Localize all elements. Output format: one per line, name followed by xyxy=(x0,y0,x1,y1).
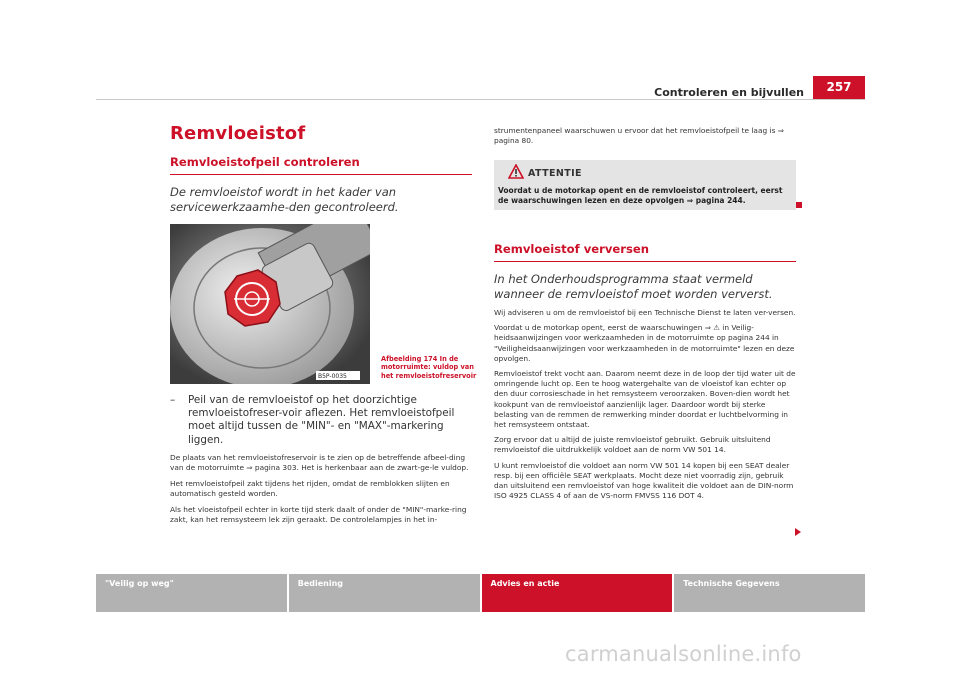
brake-fluid-cap-illustration xyxy=(170,224,370,384)
continue-arrow-icon xyxy=(795,528,801,536)
paragraph: U kunt remvloeistof die voldoet aan norm VW 501 14 kopen bij een SEAT dealer resp. bij een officiële SEAT werkplaats. Mocht deze niet voorradig zijn, gebruik dan uitsluitend een remvloeistof van hoge kwaliteit die voldoet aan de DIN-norm ISO 4925 CLASS 4 of aan de VS-norm FMVSS 116 DOT 4. xyxy=(494,460,794,501)
subsection-rule xyxy=(170,174,472,175)
instruction-text: Peil van de remvloeistof op het doorzichtige remvloeistofreser-voir aflezen. Het remvloeistofpeil moet altijd tussen de "MIN"- en "MAX"-markering liggen. xyxy=(188,394,455,446)
section-title: Remvloeistof xyxy=(170,123,306,144)
tab-advies-en-actie[interactable]: Advies en actie xyxy=(482,574,673,612)
dash-bullet: – xyxy=(170,394,176,406)
figure-code: B5P-0035 xyxy=(318,373,347,380)
figure-caption: Afbeelding 174 In de motorruimte: vuldop van het remvloeistofreservoir xyxy=(381,355,477,380)
paragraph: De plaats van het remvloeistofreservoir is te zien op de betreffende afbeel-ding van de motorruimte ⇒ pagina 303. Het is herkenbaar aan de zwart-ge-le vuldop. xyxy=(170,452,469,472)
warning-title: ATTENTIE xyxy=(528,168,582,179)
paragraph: Als het vloeistofpeil echter in korte tijd sterk daalt of onder de "MIN"-marke-ring zakt, kan het remsysteem lek zijn geraakt. De controlelampjes in het in- xyxy=(170,504,467,524)
paragraph: Zorg ervoor dat u altijd de juiste remvloeistof gebruikt. Gebruik uitsluitend remvloeistof die uitdrukkelijk voldoet aan de norm VW 501 14. xyxy=(494,435,771,455)
left-column xyxy=(170,123,472,525)
subsection-title-check: Remvloeistofpeil controleren xyxy=(170,155,360,169)
right-column-top xyxy=(494,126,796,151)
right-column-section xyxy=(494,242,796,506)
warning-text: Voordat u de motorkap opent en de remvloeistof controleert, eerst de waarschuwingen lezen en deze opvolgen ⇒ pagina 244. xyxy=(498,186,783,206)
figure-photo xyxy=(170,224,370,384)
paragraph: Wij adviseren u om de remvloeistof bij een Technische Dienst te laten ver-versen. xyxy=(494,308,796,317)
warning-triangle-icon xyxy=(508,164,524,179)
paragraph: Voordat u de motorkap opent, eerst de waarschuwingen ⇒ ⚠ in Veilig-heidsaanwijzingen voor werkzaamheden in de motorruimte op pagina 244 in "Veiligheidsaanwijzingen voor werkzaamheden in de motorruimte" lezen en deze opvolgen. xyxy=(494,323,795,363)
paragraph: strumentenpaneel waarschuwen u ervoor dat het remvloeistofpeil te laag is ⇒ pagina 80. xyxy=(494,126,784,146)
chapter-tabs xyxy=(96,574,865,612)
running-header: Controleren en bijvullen xyxy=(654,86,804,99)
header-rule xyxy=(96,99,865,100)
lead-text: In het Onderhoudsprogramma staat vermeld wanneer de remvloeistof moet worden ververst. xyxy=(494,272,773,301)
lead-text: De remvloeistof wordt in het kader van servicewerkzaamhe-den gecontroleerd. xyxy=(170,185,399,214)
page-number: 257 xyxy=(826,80,852,94)
subsection-rule xyxy=(494,261,796,262)
watermark: carmanualsonline.info xyxy=(565,642,802,666)
instruction-step xyxy=(170,394,472,447)
section-end-marker xyxy=(796,202,802,208)
tab-technische-gegevens[interactable]: Technische Gegevens xyxy=(674,574,865,612)
tab-bediening[interactable]: Bediening xyxy=(289,574,480,612)
paragraph: Het remvloeistofpeil zakt tijdens het rijden, omdat de remblokken slijten en automatisch gesteld worden. xyxy=(170,478,450,498)
warning-box xyxy=(494,160,796,210)
page-number-box xyxy=(813,76,865,100)
subsection-title-replace: Remvloeistof verversen xyxy=(494,242,649,256)
paragraph: Remvloeistof trekt vocht aan. Daarom neemt deze in de loop der tijd water uit de omringende lucht op. Een te hoog watergehalte van de vloeistof kan echter op den duur corrosieschade in het remsysteem veroorzaken. Boven-dien wordt het kookpunt van de remvloeistof aanzienlijk lager. Daardoor wordt bij sterke belasting van de remmen de remwerking minder doordat er luchtbelvorming in het remsysteem ontstaat. xyxy=(494,369,796,430)
tab-veilig-op-weg[interactable]: "Veilig op weg" xyxy=(96,574,287,612)
